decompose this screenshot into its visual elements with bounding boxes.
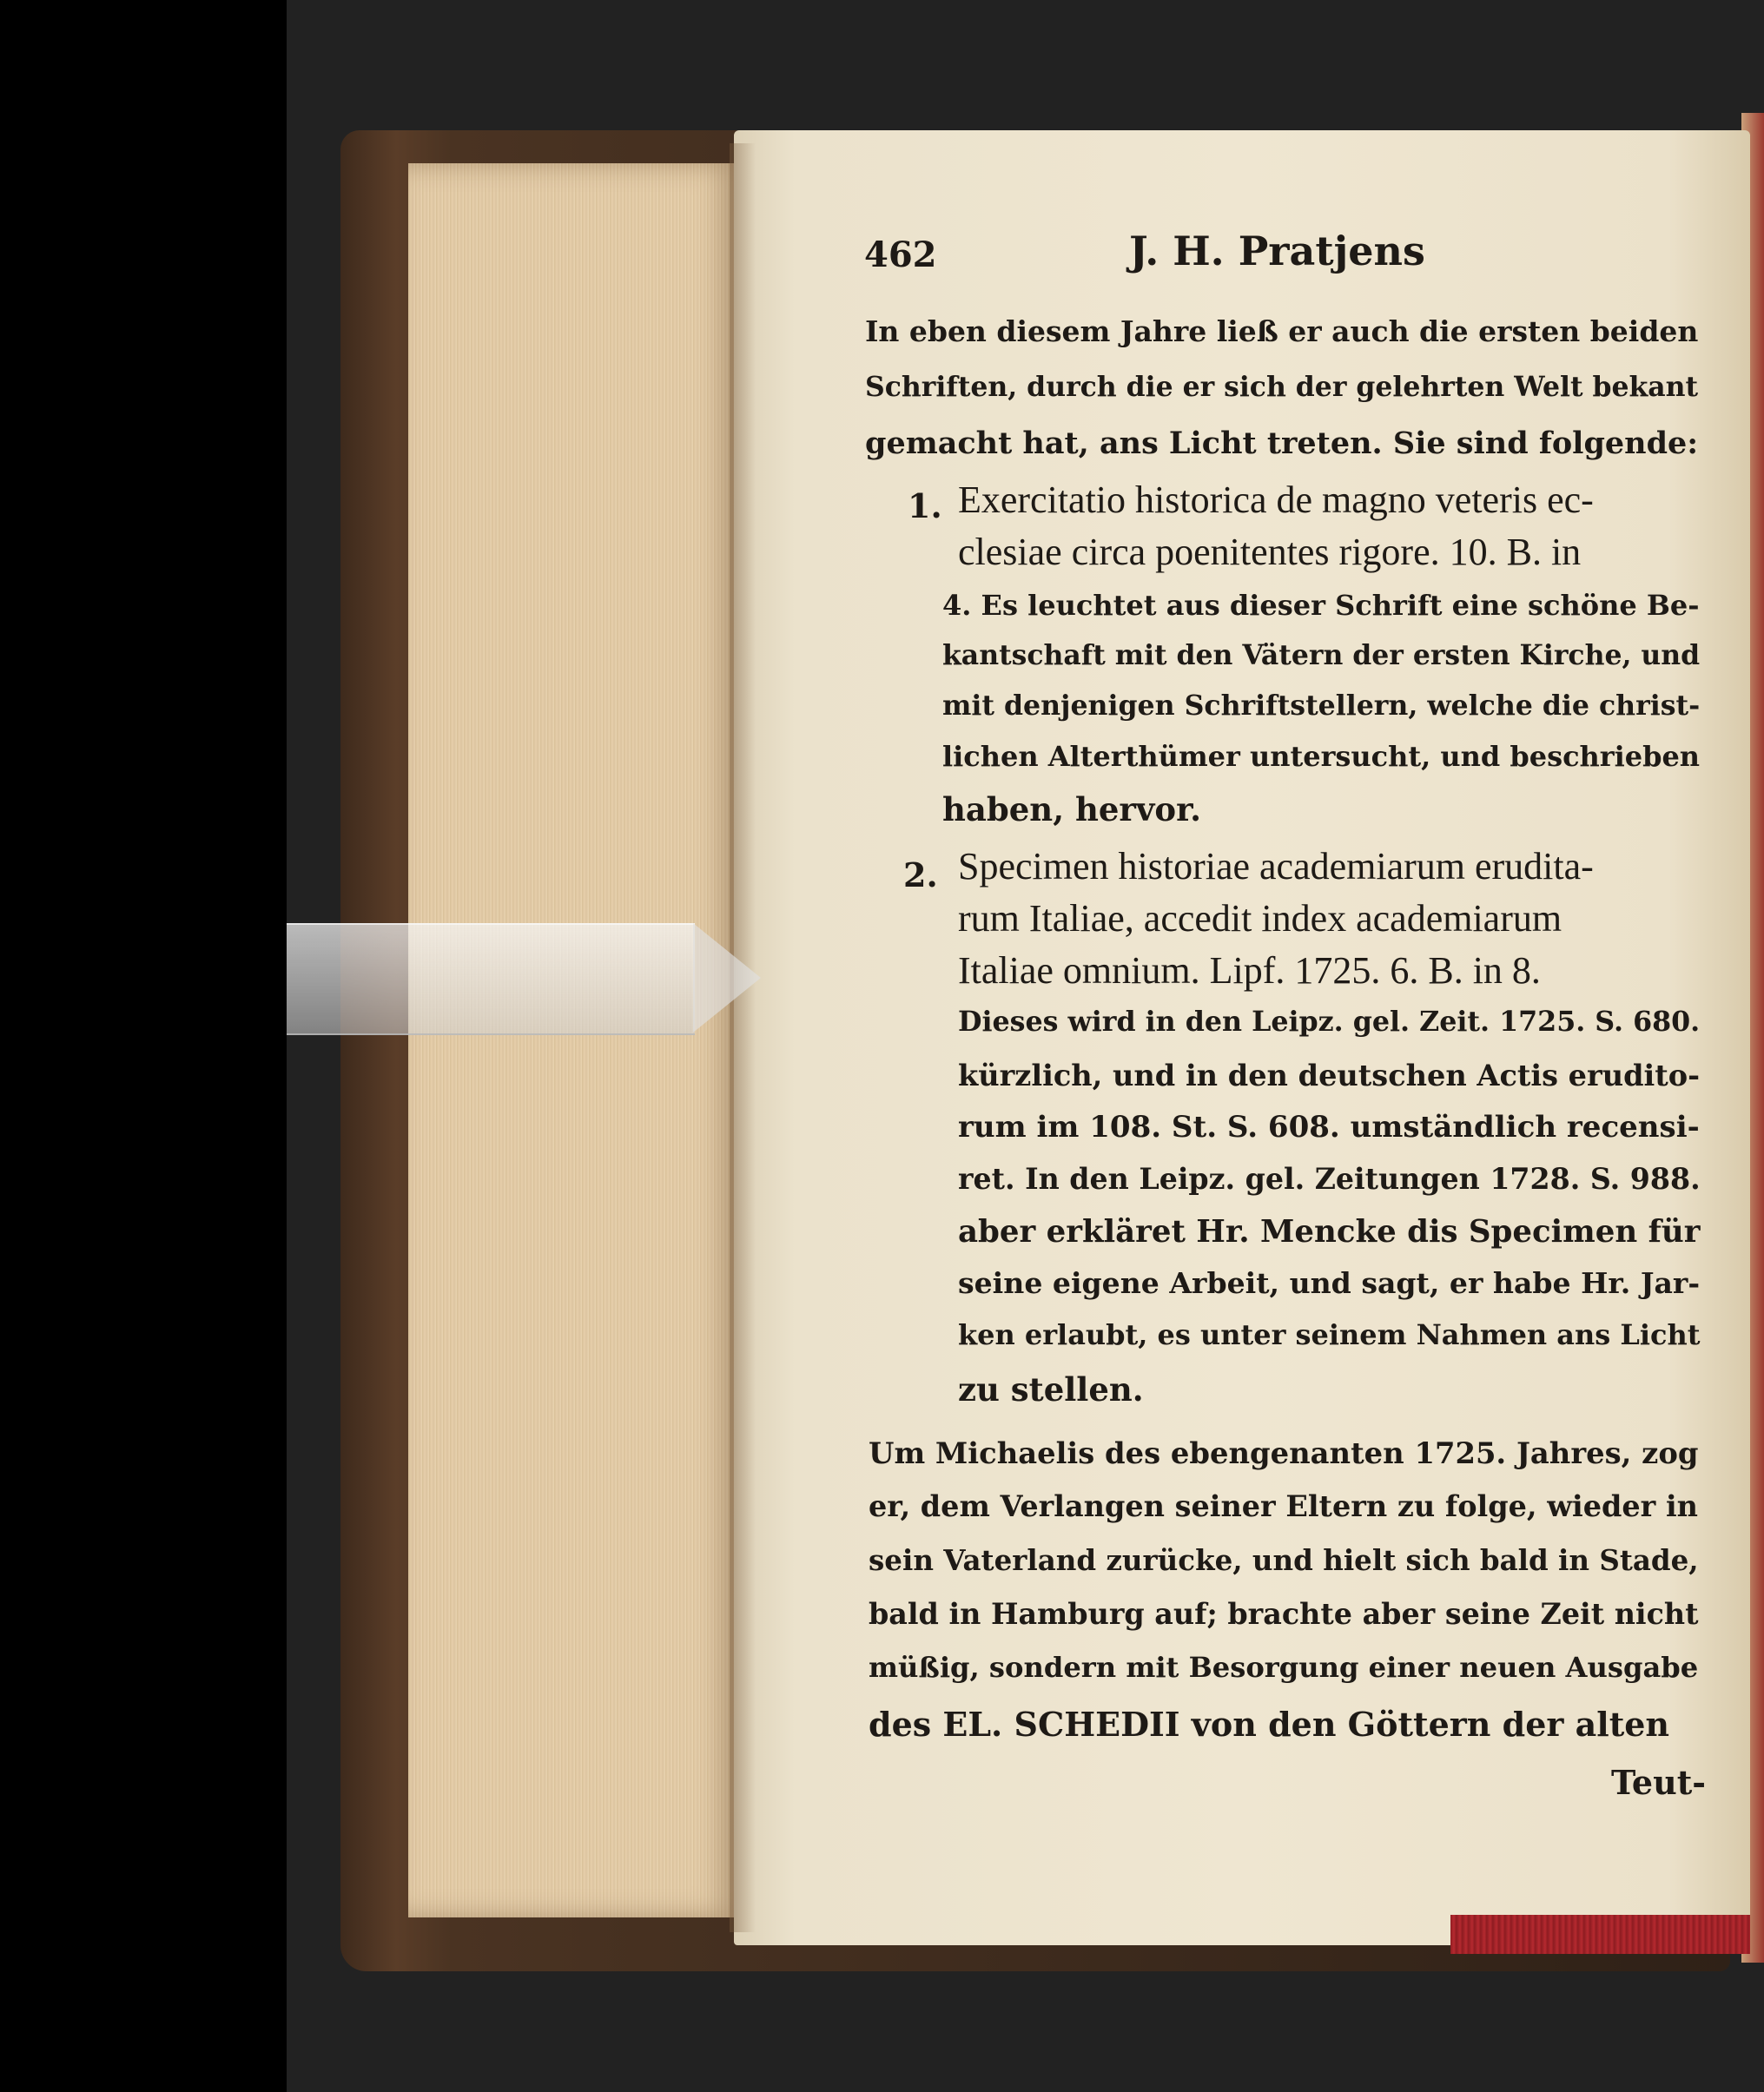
item-2-line-7: ret. In den Leipz. gel. Zeitungen 1728. S. 988.	[958, 1162, 1701, 1196]
plastic-bookmark	[287, 923, 695, 1035]
item-1-line-1: Exercitatio historica de magno veteris ec-	[958, 478, 1594, 521]
item-2-line-11: zu stellen.	[958, 1370, 1144, 1409]
gutter-shadow	[730, 143, 756, 1932]
paragraph-1-line-2: Schriften, durch die er sich der gelehrten Welt bekant	[865, 371, 1699, 403]
item-2-line-1: Specimen historiae academiarum erudita-	[958, 845, 1594, 888]
item-2-line-6: rum im 108. St. S. 608. umständlich recensi-	[958, 1110, 1700, 1145]
item-2-line-3: Italiae omnium. Lipf. 1725. 6. B. in 8.	[958, 949, 1541, 992]
item-2-line-4: Dieses wird in den Leipz. gel. Zeit. 1725. S. 680.	[958, 1006, 1701, 1038]
paragraph-3-line-3: sein Vaterland zurücke, und hielt sich bald in Stade,	[869, 1543, 1699, 1577]
item-2-line-9: seine eigene Arbeit, und sagt, er habe Hr. Jar-	[958, 1266, 1701, 1300]
paragraph-3-line-6: des EL. SCHEDII von den Göttern der alten	[869, 1705, 1670, 1744]
paragraph-3-line-4: bald in Hamburg auf; brachte aber seine Zeit nicht	[869, 1597, 1699, 1631]
page-block-edge	[408, 163, 738, 1917]
item-1-line-2: clesiae circa poenitentes rigore. 10. B. in	[958, 531, 1582, 573]
item-2-number: 2.	[903, 855, 938, 894]
item-2-line-5: kürzlich, und in den deutschen Actis erudito-	[958, 1058, 1701, 1092]
item-1-number: 1.	[908, 486, 942, 525]
item-1-line-3: 4. Es leuchtet aus dieser Schrift eine schöne Be-	[942, 589, 1700, 622]
item-1-line-6: lichen Alterthümer untersucht, und beschrieben	[942, 740, 1701, 773]
running-title: J. H. Pratjens	[1129, 228, 1425, 274]
paragraph-3-line-5: müßig, sondern mit Besorgung einer neuen Ausgabe	[869, 1651, 1699, 1684]
bookmark-tip	[693, 923, 761, 1033]
catchword: Teut-	[1611, 1763, 1707, 1802]
paragraph-1-line-1: In eben diesem Jahre ließ er auch die ersten beiden	[865, 314, 1699, 348]
paragraph-3-line-2: er, dem Verlangen seiner Eltern zu folge, wieder in	[869, 1489, 1698, 1523]
paragraph-3-line-1: Um Michaelis des ebengenanten 1725. Jahres, zog	[869, 1435, 1699, 1470]
page-number: 462	[864, 234, 937, 275]
paragraph-1-line-3: gemacht hat, ans Licht treten. Sie sind folgende:	[865, 426, 1699, 461]
item-1-line-7: haben, hervor.	[942, 790, 1202, 828]
item-1-line-4: kantschaft mit den Vätern der ersten Kirche, und	[942, 639, 1701, 671]
red-headband	[1450, 1915, 1750, 1954]
item-2-line-8: aber erkläret Hr. Mencke dis Specimen für	[958, 1214, 1701, 1250]
black-background-left	[0, 0, 287, 2092]
item-2-line-2: rum Italiae, accedit index academiarum	[958, 897, 1562, 940]
item-1-line-5: mit denjenigen Schriftstellern, welche die christ-	[942, 690, 1701, 722]
item-2-line-10: ken erlaubt, es unter seinem Nahmen ans Licht	[958, 1318, 1701, 1351]
